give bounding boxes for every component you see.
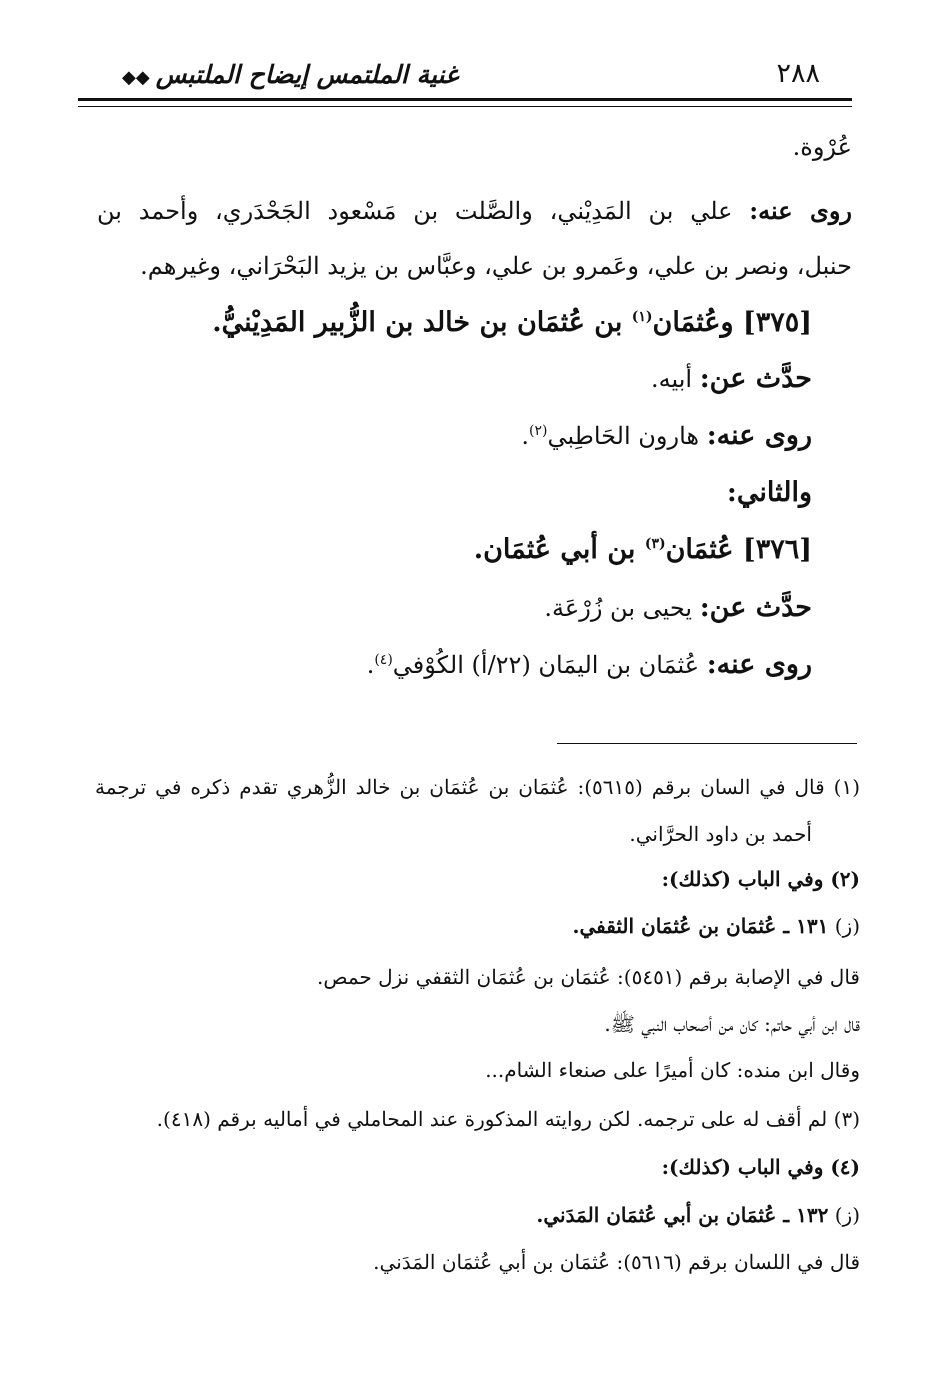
entry-lineage: بن أبي عُثمَان. bbox=[473, 534, 636, 565]
footnote-ref: (٢) bbox=[529, 423, 548, 439]
haddath-label: حدَّث عن: bbox=[699, 363, 812, 394]
running-title bbox=[122, 60, 458, 89]
footnote-2-line-4: قال ابن أبي حاتم: كان من أصحاب النبي ﷺ. bbox=[604, 1012, 860, 1036]
footnote-2-heading: (٢) وفي الباب (كذلك): bbox=[661, 867, 860, 891]
zay-prefix: (ز) bbox=[834, 1203, 860, 1227]
footnote-ref: (٤) bbox=[374, 652, 393, 668]
running-title-text: غنية الملتمس إيضاح الملتبس bbox=[155, 60, 459, 89]
narrators-continued: حنبل، ونصر بن علي، وعَمرو بن علي، وعبَّاس بن يزيد البَحْرَاني، وغيرهم. bbox=[140, 252, 852, 280]
footnote-4-entry bbox=[536, 1203, 860, 1227]
entry-number: [٣٧٦] bbox=[742, 534, 812, 565]
entry-name: وعُثمَان bbox=[652, 307, 734, 338]
narrators-text: علي بن المَدِيْني، والصَّلت بن مَسْعود الجَحْدَري، وأحمد بن bbox=[97, 197, 733, 225]
footnote-2-line-5: وقال ابن منده: كان أميرًا على صنعاء الشام... bbox=[485, 1058, 860, 1082]
entry-number: [٣٧٥] bbox=[742, 307, 812, 338]
footnote-1-line-2: أحمد بن داود الحرَّاني. bbox=[629, 822, 812, 846]
haddath-line bbox=[651, 363, 812, 394]
zay-entry: ١٣١ ـ عُثمَان بن عُثمَان الثقفي. bbox=[572, 914, 829, 938]
entry-name: عُثمَان bbox=[665, 534, 734, 565]
haddath-text: يحيى بن زُرْعَة. bbox=[544, 594, 693, 622]
rawa-label: روى عنه: bbox=[706, 649, 812, 680]
page-number: ٢٨٨ bbox=[776, 58, 820, 89]
footnote-ref: (١) bbox=[631, 309, 653, 325]
rawa-line bbox=[367, 649, 812, 680]
rawa-label: روى عنه: bbox=[706, 420, 812, 451]
footnote-2-entry bbox=[572, 914, 860, 938]
text-line: عُرْوة. bbox=[792, 133, 852, 161]
entry-lineage: بن عُثمَان بن خالد بن الزُّبير المَدِيْنيُّ. bbox=[212, 307, 623, 338]
haddath-text: أبيه. bbox=[650, 365, 693, 393]
header-rule-thin bbox=[78, 106, 852, 107]
thani-heading: والثاني: bbox=[726, 477, 812, 508]
diamond-ornament-icon: ◆◆ bbox=[122, 67, 150, 88]
page-header bbox=[78, 58, 852, 94]
period: . bbox=[521, 422, 530, 450]
footnote-separator bbox=[557, 743, 857, 744]
footnote-4-heading: (٤) وفي الباب (كذلك): bbox=[661, 1155, 860, 1179]
rawa-line bbox=[521, 420, 812, 451]
footnote-4-line-3: قال في اللسان برقم (٥٦١٦): عُثمَان بن أبي عُثمَان المَدَني. bbox=[373, 1250, 860, 1274]
haddath-line bbox=[544, 592, 812, 623]
haddath-label: حدَّث عن: bbox=[699, 592, 812, 623]
header-rule-thick bbox=[78, 98, 852, 101]
entry-375 bbox=[212, 307, 812, 338]
footnote-2-line-3: قال في الإصابة برقم (٥٤٥١): عُثمَان بن عُثمَان الثقفي نزل حمص. bbox=[316, 965, 860, 989]
zay-prefix: (ز) bbox=[834, 914, 860, 938]
entry-376 bbox=[474, 534, 812, 565]
rawa-text: عُثمَان بن اليمَان (٢٢/أ) الكُوْفي bbox=[392, 651, 700, 679]
rawa-label: روى عنه: bbox=[749, 196, 852, 225]
rawa-text: هارون الحَاطِبي bbox=[547, 422, 700, 450]
period: . bbox=[366, 651, 375, 679]
footnote-ref: (٣) bbox=[644, 536, 666, 552]
zay-entry: ١٣٢ ـ عُثمَان بن أبي عُثمَان المَدَني. bbox=[536, 1203, 829, 1227]
footnote-1-line-1: (١) قال في السان برقم (٥٦١٥): عُثمَان بن عُثمَان بن خالد الزُّهري تقدم ذكره في ترجمة bbox=[95, 775, 860, 799]
narrators-line bbox=[97, 196, 852, 225]
footnote-3: (٣) لم أقف له على ترجمه. لكن روايته المذكورة عند المحاملي في أماليه برقم (٤١٨). bbox=[156, 1107, 860, 1131]
